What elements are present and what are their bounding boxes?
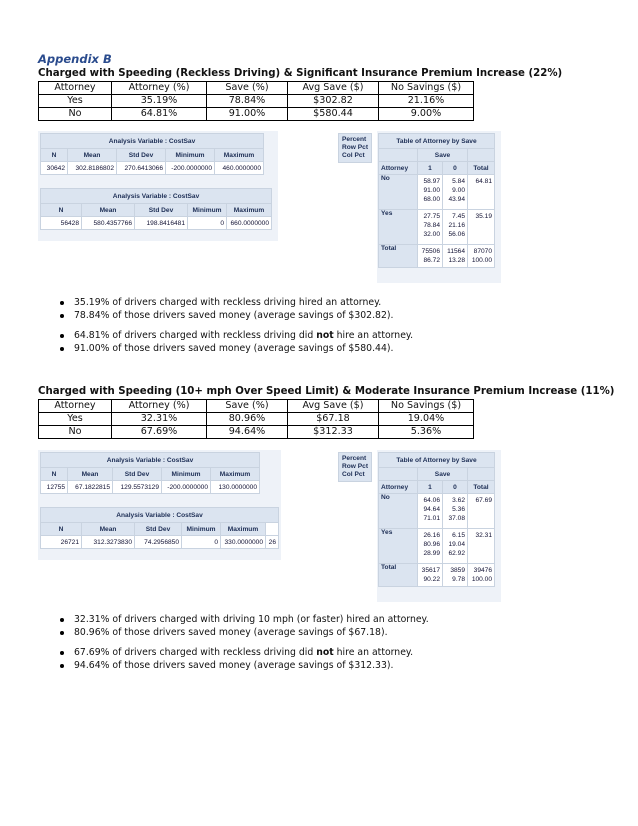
freq-value: 68.00 [423, 196, 440, 203]
cell: 9.00% [379, 108, 474, 121]
cell: $580.44 [288, 108, 379, 121]
freq-value: 87070 [473, 248, 492, 255]
freq-row-label: No [379, 175, 418, 210]
analysis-value: 12755 [41, 481, 68, 494]
stat-key-line: Col Pct [342, 152, 365, 159]
analysis-header: Maximum [215, 149, 264, 162]
section2-summary-table [38, 399, 474, 439]
stat-key-line: Row Pct [342, 463, 369, 470]
cell: 67.69% [112, 426, 207, 439]
analysis-header: N [41, 149, 68, 162]
list-gap [60, 639, 429, 646]
freq-row-label: Total [379, 564, 418, 587]
list-item: 80.96% of those drivers saved money (average savings of $67.18). [60, 626, 429, 639]
analysis-header: Mean [68, 468, 113, 481]
freq-value: 91.00 [423, 187, 440, 194]
cell: 19.04% [379, 413, 474, 426]
freq-value: 67.69 [475, 497, 492, 504]
freq-value: 21.16 [448, 222, 465, 229]
header-attorney-pct: Attorney (%) [112, 400, 207, 413]
freq-value: 9.78 [452, 576, 465, 583]
header-avg-save: Avg Save ($) [288, 82, 379, 95]
analysis-value: 330.0000000 [221, 536, 266, 549]
freq-value: 28.99 [423, 550, 440, 557]
stat-key-line: Col Pct [342, 471, 365, 478]
freq-attorney-label: Attorney [379, 162, 418, 175]
list-item: 35.19% of drivers charged with reckless driving hired an attorney. [60, 296, 413, 309]
freq-value: 71.01 [423, 515, 440, 522]
freq-value: 56.06 [448, 231, 465, 238]
cell: 35.19% [112, 95, 207, 108]
section2-title: Charged with Speeding (10+ mph Over Speed Limit) & Moderate Insurance Premium Increase (11%) [38, 386, 615, 397]
table-row [39, 413, 474, 426]
analysis-header: N [41, 204, 82, 217]
stat-key-line: Percent [342, 455, 367, 462]
bullet-text: hire an attorney. [333, 330, 414, 341]
header-avg-save: Avg Save ($) [288, 400, 379, 413]
bullet-emphasis: not [316, 330, 334, 341]
cell: Yes [39, 95, 112, 108]
section1-analysis-2 [40, 188, 272, 230]
freq-value: 62.92 [448, 550, 465, 557]
analysis-value: 26721 [41, 536, 82, 549]
freq-blank [379, 468, 418, 481]
analysis-header: Minimum [166, 149, 215, 162]
bullet-text: 91.00% of those drivers saved money (average savings of $580.44). [74, 343, 394, 354]
cell: 94.64% [207, 426, 288, 439]
header-save-pct: Save (%) [207, 400, 288, 413]
table-header-row [39, 400, 474, 413]
analysis-cut-value: 26 [266, 536, 279, 549]
list-item: 32.31% of drivers charged with driving 10 mph (or faster) hired an attorney. [60, 613, 429, 626]
table-row [39, 95, 474, 108]
freq-value: 80.96 [423, 541, 440, 548]
freq-attorney-label: Attorney [379, 481, 418, 494]
freq-value: 6.15 [452, 532, 465, 539]
freq-value: 5.84 [452, 178, 465, 185]
freq-value: 9.00 [452, 187, 465, 194]
freq-value: 13.28 [448, 257, 465, 264]
analysis-value: -200.0000000 [162, 481, 211, 494]
cell: $67.18 [288, 413, 379, 426]
header-save-pct: Save (%) [207, 82, 288, 95]
analysis-header: Std Dev [135, 523, 182, 536]
analysis-value: 460.0000000 [215, 162, 264, 175]
cell: 64.81% [112, 108, 207, 121]
list-item [60, 329, 413, 342]
analysis-value: -200.0000000 [166, 162, 215, 175]
bullet-text: 67.69% of drivers charged with reckless driving did [74, 647, 317, 658]
section2-bullets [60, 613, 429, 672]
freq-value: 19.04 [448, 541, 465, 548]
analysis-cut-header [266, 523, 279, 536]
analysis-value: 270.6413066 [117, 162, 166, 175]
analysis-value: 74.2956850 [135, 536, 182, 549]
analysis-value: 56428 [41, 217, 82, 230]
freq-value: 27.75 [423, 213, 440, 220]
freq-value: 78.84 [423, 222, 440, 229]
freq-blank [468, 149, 495, 162]
freq-col-header: 1 [418, 481, 443, 494]
section1-freq-table [378, 133, 495, 268]
analysis-header: Minimum [188, 204, 227, 217]
stat-key-line: Row Pct [342, 144, 369, 151]
freq-row-label: Yes [379, 210, 418, 245]
freq-value: 37.08 [448, 515, 465, 522]
appendix-title: Appendix B [38, 52, 112, 66]
freq-save-label: Save [418, 149, 468, 162]
freq-value: 5.36 [452, 506, 465, 513]
analysis-header: Minimum [182, 523, 221, 536]
table-header-row [39, 82, 474, 95]
analysis-header: Std Dev [113, 468, 162, 481]
freq-value: 100.00 [471, 576, 492, 583]
section2-freq-table [378, 452, 495, 587]
stat-key-line: Percent [342, 136, 367, 143]
analysis-title: Analysis Variable : CostSav [41, 189, 272, 204]
analysis-header: Mean [82, 523, 135, 536]
analysis-value: 130.0000000 [211, 481, 260, 494]
freq-value: 100.00 [471, 257, 492, 264]
section1-title: Charged with Speeding (Reckless Driving) & Significant Insurance Premium Increase (22%) [38, 68, 563, 79]
freq-col-header: 0 [443, 481, 468, 494]
list-item [60, 659, 429, 672]
section2-analysis-1 [40, 452, 260, 494]
freq-value: 26.16 [423, 532, 440, 539]
freq-value: 7.45 [452, 213, 465, 220]
analysis-value: 302.8186802 [68, 162, 117, 175]
bullet-text: hire an attorney. [333, 647, 414, 658]
freq-value: 39476 [473, 567, 492, 574]
section1-analysis-1 [40, 133, 264, 175]
analysis-header: Std Dev [117, 149, 166, 162]
section1-bullets [60, 296, 413, 355]
cell: 91.00% [207, 108, 288, 121]
analysis-header: Std Dev [135, 204, 188, 217]
freq-stat-key [338, 452, 372, 482]
freq-value: 35.19 [475, 213, 492, 220]
cell: 5.36% [379, 426, 474, 439]
analysis-title: Analysis Variable : CostSav [41, 508, 279, 523]
freq-col-header: 0 [443, 162, 468, 175]
freq-value: 58.97 [423, 178, 440, 185]
header-no-savings: No Savings ($) [379, 82, 474, 95]
cell: No [39, 108, 112, 121]
list-item [60, 646, 429, 659]
cell: $302.82 [288, 95, 379, 108]
analysis-header: N [41, 523, 82, 536]
analysis-header: Mean [82, 204, 135, 217]
bullet-emphasis: not [316, 647, 334, 658]
cell: Yes [39, 413, 112, 426]
analysis-title: Analysis Variable : CostSav [41, 453, 260, 468]
analysis-value: 580.4357766 [82, 217, 135, 230]
table-row [39, 108, 474, 121]
cell: No [39, 426, 112, 439]
analysis-value: 30642 [41, 162, 68, 175]
freq-title: Table of Attorney by Save [379, 453, 495, 468]
cell: 32.31% [112, 413, 207, 426]
freq-value: 75506 [421, 248, 440, 255]
analysis-header: Mean [68, 149, 117, 162]
analysis-header: Maximum [211, 468, 260, 481]
analysis-value: 0 [182, 536, 221, 549]
freq-row-label: Total [379, 245, 418, 268]
freq-title: Table of Attorney by Save [379, 134, 495, 149]
freq-value: 43.94 [448, 196, 465, 203]
section2-analysis-2 [40, 507, 279, 549]
header-attorney: Attorney [39, 400, 112, 413]
analysis-header: Maximum [227, 204, 272, 217]
freq-save-label: Save [418, 468, 468, 481]
analysis-header: Minimum [162, 468, 211, 481]
header-attorney-pct: Attorney (%) [112, 82, 207, 95]
list-item: 78.84% of those drivers saved money (average savings of $302.82). [60, 309, 413, 322]
section1-summary-table [38, 81, 474, 121]
table-row [39, 426, 474, 439]
analysis-value: 660.0000000 [227, 217, 272, 230]
freq-value: 86.72 [423, 257, 440, 264]
freq-col-header: Total [468, 481, 495, 494]
analysis-value: 67.1822815 [68, 481, 113, 494]
freq-blank [379, 149, 418, 162]
analysis-value: 129.5573129 [113, 481, 162, 494]
freq-value: 35617 [421, 567, 440, 574]
list-gap [60, 322, 413, 329]
header-attorney: Attorney [39, 82, 112, 95]
freq-blank [468, 468, 495, 481]
freq-col-header: Total [468, 162, 495, 175]
freq-col-header: 1 [418, 162, 443, 175]
analysis-value: 198.8416481 [135, 217, 188, 230]
freq-value: 3.62 [452, 497, 465, 504]
freq-value: 64.06 [423, 497, 440, 504]
bullet-text: 94.64% of those drivers saved money (average savings of $312.33). [74, 660, 394, 671]
freq-value: 11564 [447, 248, 465, 255]
freq-stat-key [338, 133, 372, 163]
cell: 80.96% [207, 413, 288, 426]
bullet-text: 64.81% of drivers charged with reckless driving did [74, 330, 317, 341]
list-item [60, 342, 413, 355]
analysis-title: Analysis Variable : CostSav [41, 134, 264, 149]
freq-value: 3859 [450, 567, 465, 574]
freq-row-label: No [379, 494, 418, 529]
freq-value: 64.81 [475, 178, 492, 185]
freq-value: 90.22 [423, 576, 440, 583]
freq-row-label: Yes [379, 529, 418, 564]
analysis-header: N [41, 468, 68, 481]
header-no-savings: No Savings ($) [379, 400, 474, 413]
freq-value: 32.00 [423, 231, 440, 238]
freq-value: 32.31 [475, 532, 492, 539]
cell: 78.84% [207, 95, 288, 108]
freq-value: 94.64 [423, 506, 440, 513]
cell: $312.33 [288, 426, 379, 439]
analysis-value: 0 [188, 217, 227, 230]
cell: 21.16% [379, 95, 474, 108]
analysis-header: Maximum [221, 523, 266, 536]
analysis-value: 312.3273830 [82, 536, 135, 549]
